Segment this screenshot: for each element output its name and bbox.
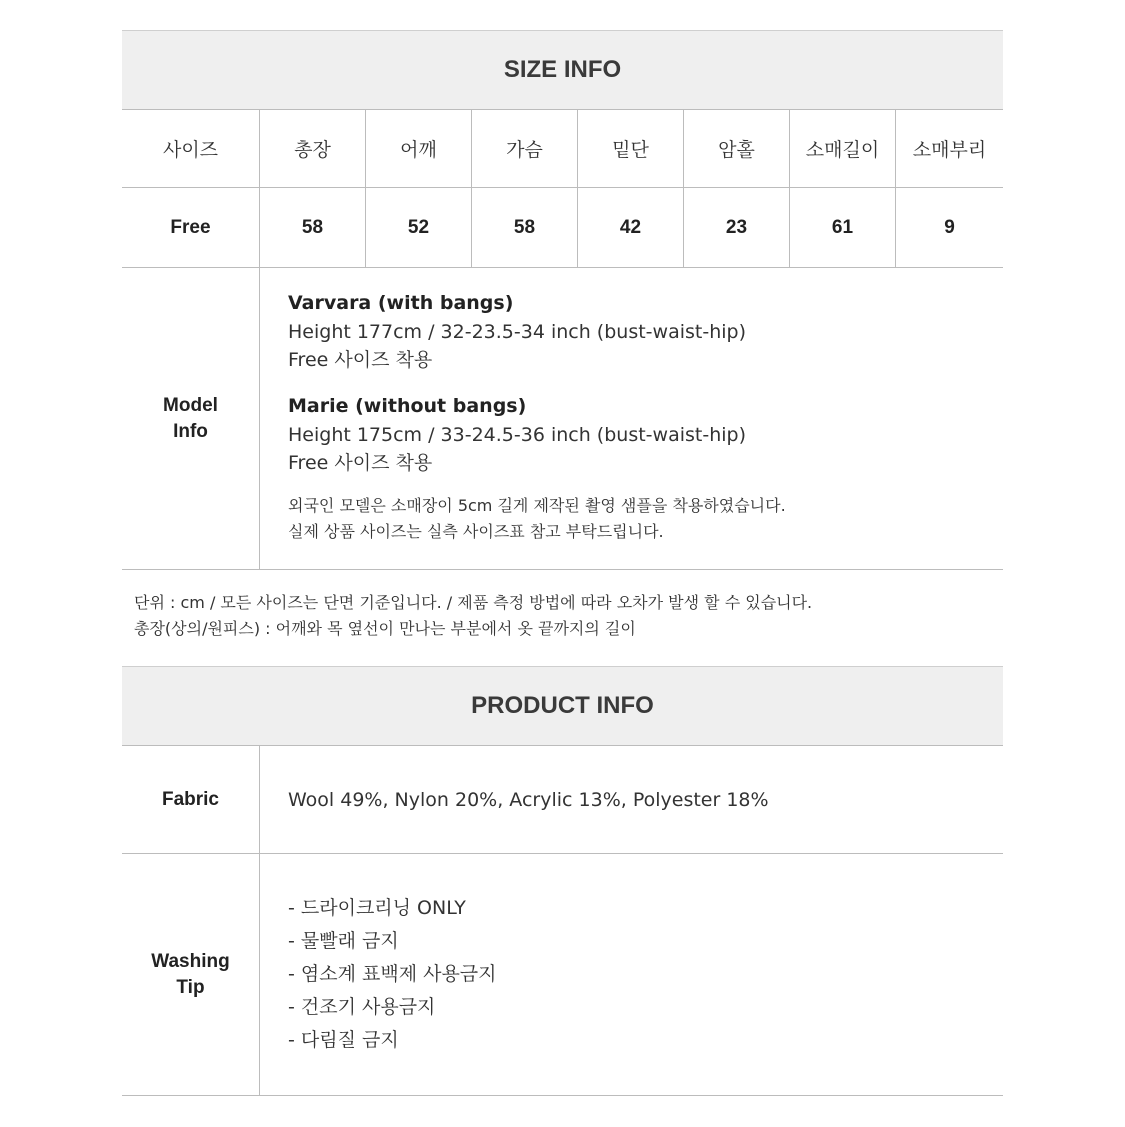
size-value-armhole: 23: [683, 188, 789, 267]
list-item: - 다림질 금지: [288, 1029, 399, 1051]
model-info-row: [122, 268, 1003, 570]
size-info-title: SIZE INFO: [503, 56, 622, 83]
fabric-row: [122, 746, 1003, 854]
size-header-size: 사이즈: [162, 139, 219, 161]
model-info-label-line1: Model: [163, 394, 218, 416]
model-block: [288, 288, 1003, 374]
size-header-chest: 가슴: [471, 110, 577, 187]
size-header-sleeve-opening: 소매부리: [895, 110, 1003, 187]
size-header-sleeve-length: 소매길이: [789, 110, 895, 187]
model-info-content: [259, 268, 1003, 569]
model-size: Free 사이즈 착용: [288, 349, 433, 371]
model-info-label-line2: Info: [173, 420, 208, 442]
size-header-shoulder: 어깨: [365, 110, 471, 187]
product-info-header: [122, 666, 1003, 746]
size-header-length: 총장: [259, 110, 365, 187]
size-value-chest: 58: [471, 188, 577, 267]
unit-note-line2: 총장(상의/원피스) : 어깨와 목 옆선이 만나는 부분에서 옷 끝까지의 길이: [134, 619, 636, 638]
size-header-armhole: 암홀: [683, 110, 789, 187]
model-note-line2: 실제 상품 사이즈는 실측 사이즈표 참고 부탁드립니다.: [288, 522, 664, 541]
washing-tip-list: [259, 854, 1003, 1095]
model-name: Varvara (with bangs): [288, 292, 514, 314]
unit-note-line1: 단위 : cm / 모든 사이즈는 단면 기준입니다. / 제품 측정 방법에 따라 오차가 발생 할 수 있습니다.: [134, 593, 813, 612]
washing-tip-label-line1: Washing: [151, 950, 230, 972]
washing-tip-label-line2: Tip: [176, 976, 205, 998]
size-table-header-row: [122, 110, 1003, 188]
size-value-sleeve-length: 61: [789, 188, 895, 267]
size-value-shoulder: 52: [365, 188, 471, 267]
model-note-line1: 외국인 모델은 소매장이 5cm 길게 제작된 촬영 샘플을 착용하였습니다.: [288, 496, 786, 515]
model-block: [288, 391, 1003, 477]
size-value-size: Free: [170, 216, 211, 238]
list-item: - 염소계 표백제 사용금지: [288, 963, 497, 985]
size-value-length: 58: [259, 188, 365, 267]
fabric-value: Wool 49%, Nylon 20%, Acrylic 13%, Polyester 18%: [259, 746, 1003, 853]
model-note: [288, 493, 1003, 545]
size-header-hem: 밑단: [577, 110, 683, 187]
size-info-header: [122, 30, 1003, 110]
list-item: - 건조기 사용금지: [288, 996, 436, 1018]
unit-note: [122, 570, 1003, 666]
model-info-label: [122, 268, 259, 569]
model-name: Marie (without bangs): [288, 395, 527, 417]
list-item: - 물빨래 금지: [288, 930, 399, 952]
list-item: - 드라이크리닝 ONLY: [288, 897, 466, 919]
product-info-title: PRODUCT INFO: [471, 692, 654, 719]
model-height: Height 177cm / 32-23.5-34 inch (bust-waist-hip): [288, 321, 746, 343]
model-height: Height 175cm / 33-24.5-36 inch (bust-waist-hip): [288, 424, 746, 446]
washing-tip-row: [122, 854, 1003, 1096]
fabric-label: Fabric: [161, 788, 220, 810]
size-value-sleeve-opening: 9: [895, 188, 1003, 267]
size-table-value-row: [122, 188, 1003, 268]
size-value-hem: 42: [577, 188, 683, 267]
model-size: Free 사이즈 착용: [288, 452, 433, 474]
product-detail-sheet: [122, 30, 1003, 1096]
washing-tip-label: [122, 854, 259, 1095]
